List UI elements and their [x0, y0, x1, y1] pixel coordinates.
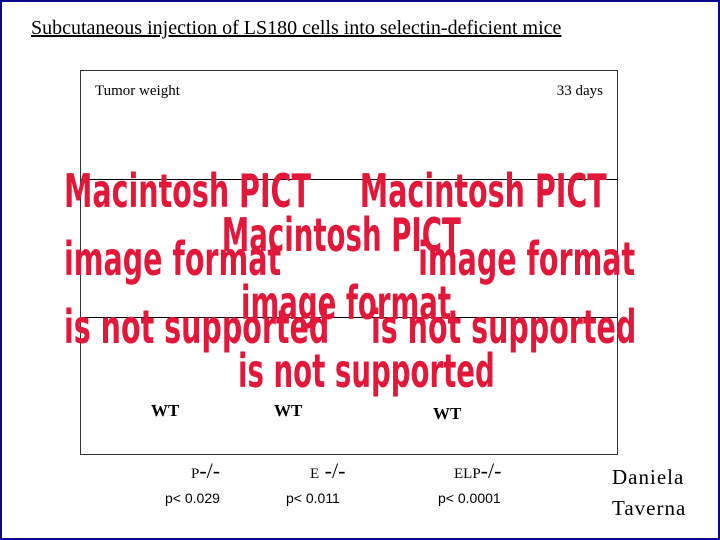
genotype-prefix: E [310, 466, 320, 482]
genotype-label [454, 458, 501, 484]
placeholder-line: is not supported [238, 344, 495, 398]
timepoint-label: 33 days [556, 83, 603, 99]
p-value: p< 0.011 [286, 490, 340, 506]
author-name [612, 462, 686, 524]
genotype-label [310, 458, 345, 484]
control-label: WT [151, 401, 180, 420]
genotype-suffix: -/- [319, 458, 346, 483]
placeholder-line: image format [64, 232, 282, 286]
slide-title: Subcutaneous injection of LS180 cells into selectin-deficient mice [31, 17, 562, 39]
genotype-suffix: -/- [480, 458, 502, 483]
placeholder-line: Macintosh PICT [64, 164, 311, 218]
missing-image-placeholder [359, 164, 637, 358]
placeholder-line: is not supported [370, 300, 637, 354]
placeholder-line: Macintosh PICT [221, 208, 461, 262]
placeholder-line: image format [241, 276, 452, 330]
missing-image-placeholder [221, 208, 495, 398]
genotype-prefix: P [191, 466, 200, 482]
placeholder-line: image format [418, 232, 636, 286]
placeholder-line: Macintosh PICT [359, 164, 607, 218]
missing-image-placeholder [64, 164, 330, 358]
p-value: p< 0.029 [165, 490, 220, 506]
author-last-name: Taverna [612, 496, 687, 520]
placeholder-line: is not supported [64, 300, 330, 354]
genotype-label [191, 458, 220, 484]
y-axis-label: Tumor weight [95, 83, 180, 99]
p-value: p< 0.0001 [438, 490, 501, 506]
genotype-suffix: -/- [199, 458, 221, 483]
genotype-prefix: ELP [454, 466, 481, 482]
author-first-name: Daniela [612, 465, 685, 489]
control-label: WT [274, 401, 303, 420]
control-label: WT [433, 404, 462, 423]
